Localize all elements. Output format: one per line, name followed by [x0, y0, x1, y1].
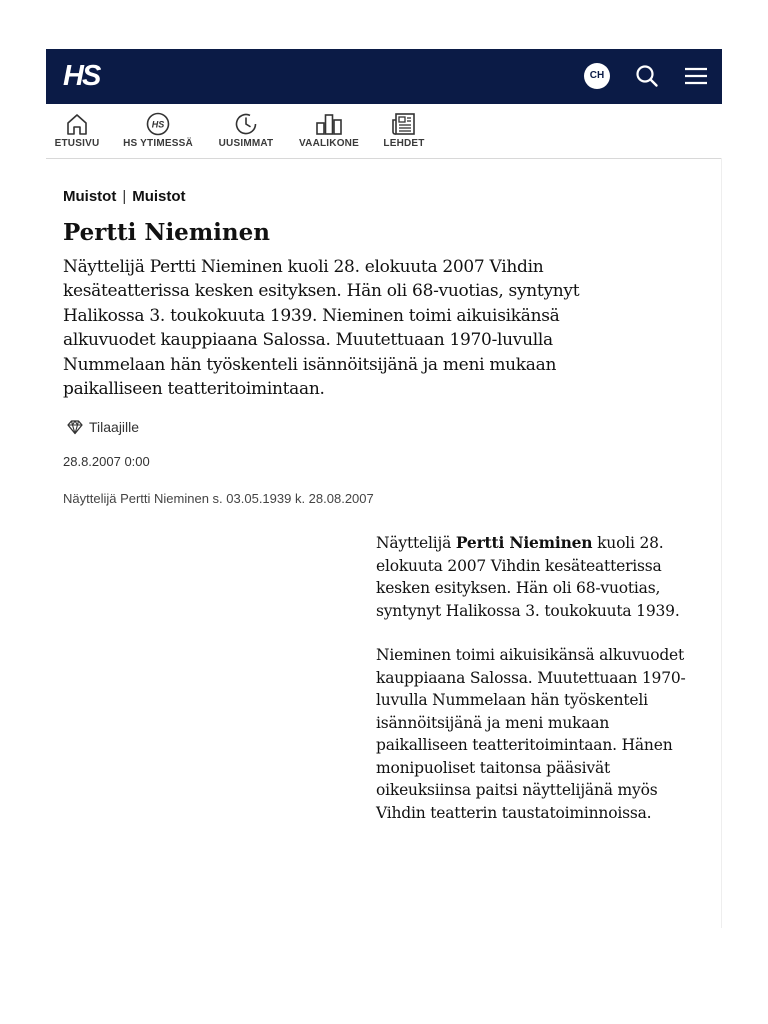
nav-item-lehdet[interactable]: [380, 112, 428, 152]
top-bar: [46, 49, 722, 104]
svg-text:HS: HS: [151, 119, 165, 130]
bar-chart-icon: [315, 112, 343, 136]
hs-badge-icon: [145, 112, 171, 136]
nav-label: UUSIMMAT: [218, 138, 274, 149]
search-icon[interactable]: [634, 63, 660, 89]
article-title: Pertti Nieminen: [63, 219, 270, 246]
nav-label: VAALIKONE: [299, 138, 359, 149]
article-lead: Näyttelijä Pertti Nieminen kuoli 28. elokuuta 2007 Vihdin kesäteatterissa kesken esityksen. Hän oli 68-vuotias, syntynyt Halikossa 3. toukokuuta 1939. Nieminen toimi aikuisikänsä alkuvuodet kauppiaana Salossa. Muutettuaan 1970-luvulla Nummelaan hän työskenteli isännöitsijänä ja meni mukaan paikalliseen teatteritoimintaan.: [63, 257, 580, 400]
section-sub-link[interactable]: Muistot: [132, 188, 186, 205]
hamburger-menu-icon[interactable]: [683, 64, 709, 88]
nav-item-vaalikone[interactable]: [296, 112, 362, 152]
page-frame: [46, 49, 722, 929]
hs-logo[interactable]: HS: [63, 60, 100, 92]
person-name: Pertti Nieminen: [455, 533, 593, 552]
content-border: [721, 158, 722, 928]
diamond-icon: [66, 419, 84, 435]
section-link[interactable]: Muistot: [63, 188, 117, 205]
nav-label: LEHDET: [383, 138, 425, 149]
nav-item-hs-ytimessa[interactable]: [121, 112, 195, 152]
publish-date: 28.8.2007 0:00: [63, 454, 150, 469]
body-text: kuoli 28. elokuuta 2007 Vihdin kesäteatterissa kesken esityksen. Hän oli 68-vuotias, syntynyt Halikossa 3. toukokuuta 1939.: [376, 534, 680, 620]
profile-button[interactable]: CH: [584, 63, 610, 89]
main-nav: [46, 104, 722, 159]
newspaper-icon: [391, 112, 417, 136]
body-text: Näyttelijä: [376, 534, 456, 552]
article-body: [376, 532, 692, 846]
nav-item-etusivu[interactable]: [52, 112, 102, 152]
subscriber-badge: [66, 419, 139, 437]
home-icon: [64, 112, 90, 136]
body-paragraph: Nieminen toimi aikuisikänsä alkuvuodet kauppiaana Salossa. Muutettuaan 1970-luvulla Nummelaan hän työskenteli isännöitsijänä ja meni mukaan paikalliseen teatteritoimintaan. Hänen monipuoliset taitonsa pääsivät oikeuksiinsa paitsi näyttelijänä myös Vihdin teatterin taustatoiminnoissa.: [376, 646, 686, 822]
body-paragraph: [376, 532, 692, 622]
breadcrumb-separator: |: [122, 188, 127, 205]
nav-item-uusimmat[interactable]: [214, 112, 278, 152]
nav-label: ETUSIVU: [54, 138, 100, 149]
breadcrumb: [63, 188, 186, 205]
nav-label: HS YTIMESSÄ: [123, 138, 193, 149]
image-caption: Näyttelijä Pertti Nieminen s. 03.05.1939 k. 28.08.2007: [63, 491, 374, 506]
clock-icon: [233, 112, 259, 136]
subscriber-label: Tilaajille: [89, 419, 140, 435]
